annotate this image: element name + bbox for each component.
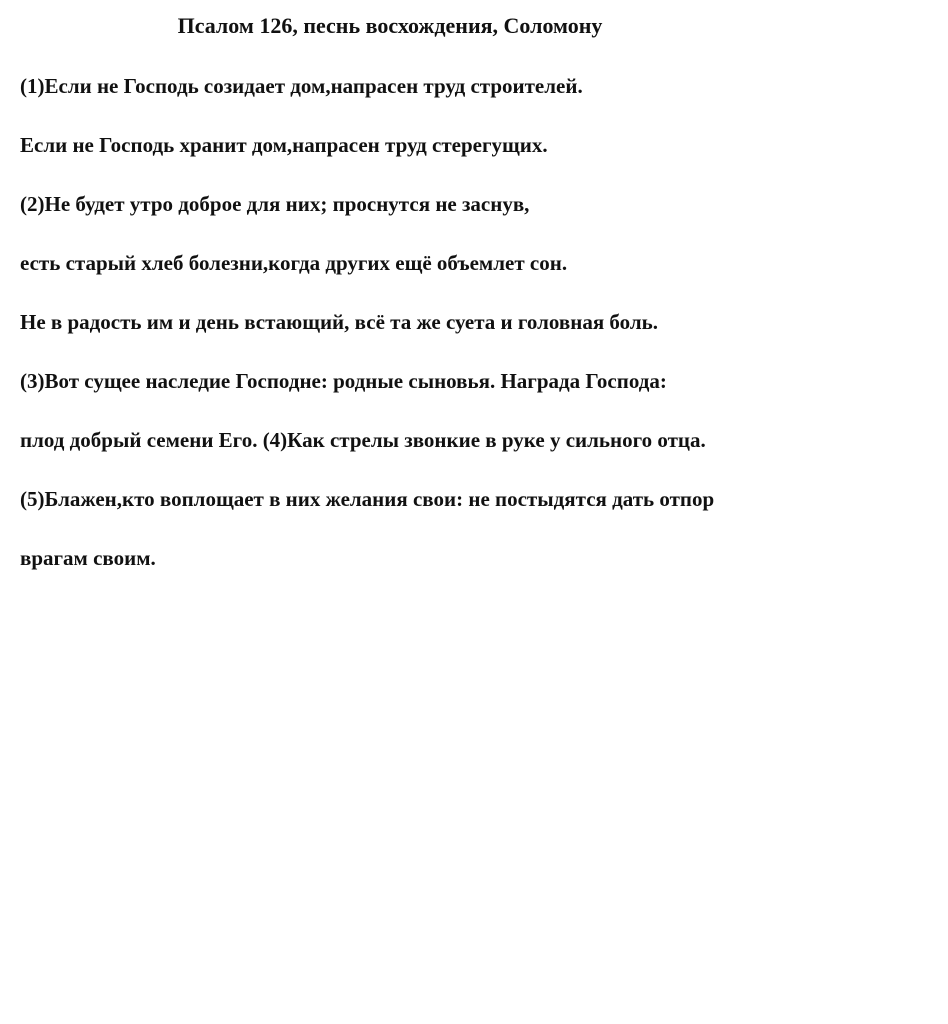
text-line: есть старый хлеб болезни,когда других ещё объемлет сон. — [20, 251, 568, 275]
text-line: (5)Блажен,кто воплощает в них желания свои: не постыдятся дать отпор — [20, 487, 715, 511]
text-line: (3)Вот сущее наследие Господне: родные сыновья. Награда Господа: — [20, 369, 667, 393]
document-title: Псалом 126, песнь восхождения, Соломону — [177, 13, 603, 38]
text-line: врагам своим. — [20, 546, 156, 570]
text-line: Не в радость им и день встающий, всё та же суета и головная боль. — [20, 310, 659, 334]
text-line: плод добрый семени Его. (4)Как стрелы звонкие в руке у сильного отца. — [20, 428, 706, 452]
text-line: (2)Не будет утро доброе для них; проснутся не заснув, — [20, 192, 530, 216]
text-line: (1)Если не Господь созидает дом,напрасен труд строителей. — [20, 74, 583, 98]
text-line: Если не Господь хранит дом,напрасен труд стерегущих. — [20, 133, 548, 157]
